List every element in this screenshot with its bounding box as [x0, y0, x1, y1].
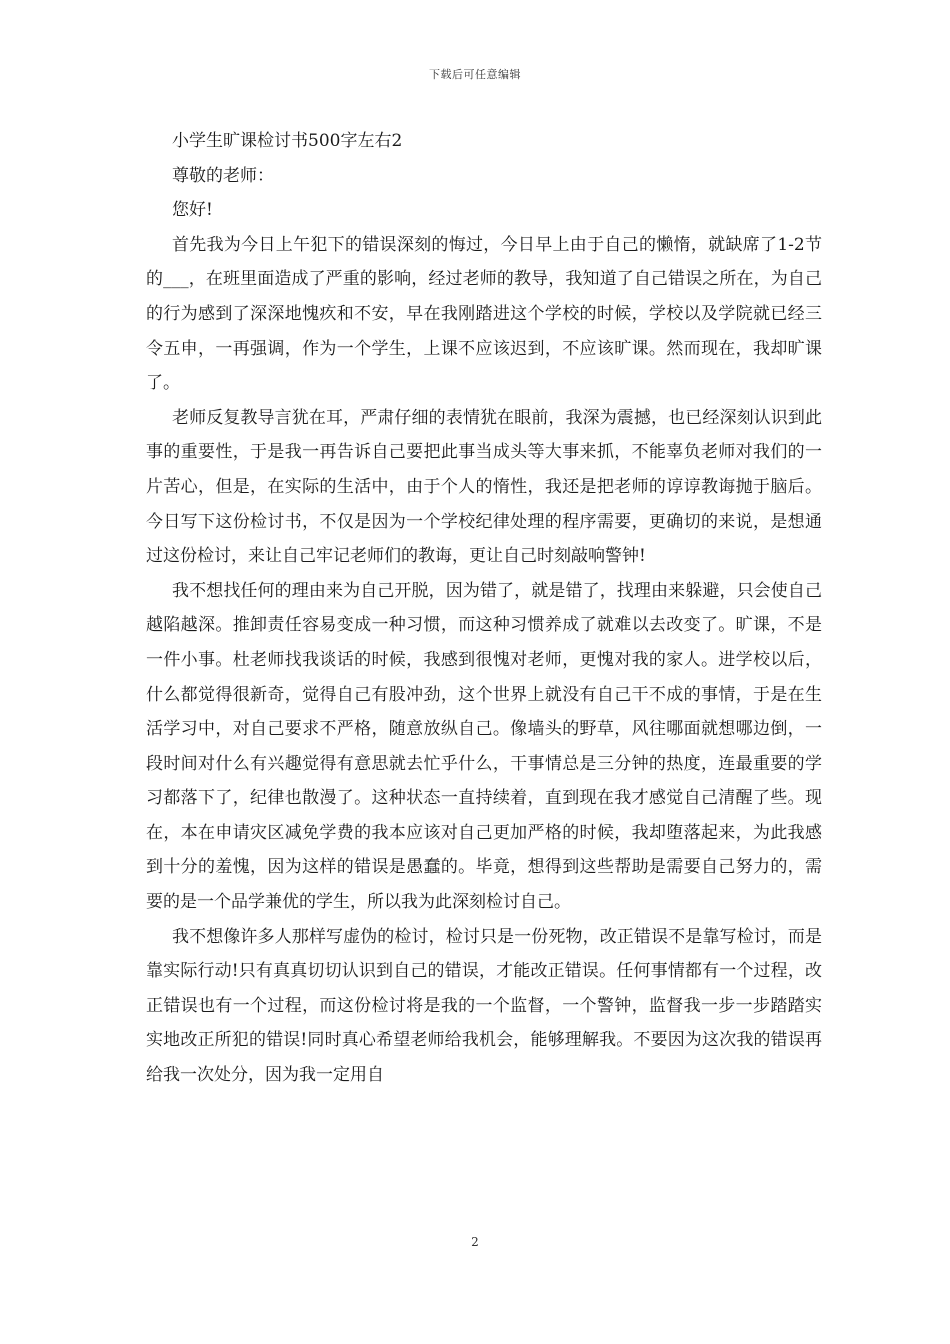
document-body	[146, 124, 822, 1093]
page-header: 下载后可任意编辑	[429, 68, 521, 81]
document-title: 小学生旷课检讨书500字左右2	[172, 131, 403, 151]
paragraph-1: 首先我为今日上午犯下的错误深刻的悔过，今日早上由于自己的懒惰，就缺席了1-2节的___，在班里面造成了严重的影响，经过老师的教导，我知道了自己错误之所在，为自己的行为感到了深深地愧疚和不安，早在我刚踏进这个学校的时候，学校以及学院就已经三令五申，一再强调，作为一个学生，上课不应该迟到，不应该旷课。然而现在，我却旷课了。	[146, 234, 822, 394]
paragraph-2: 老师反复教导言犹在耳，严肃仔细的表情犹在眼前，我深为震撼，也已经深刻认识到此事的重要性，于是我一再告诉自己要把此事当成头等大事来抓，不能辜负老师对我们的一片苦心，但是，在实际的生活中，由于个人的惰性，我还是把老师的谆谆教诲抛于脑后。今日写下这份检讨书，不仅是因为一个学校纪律处理的程序需要，更确切的来说，是想通过这份检讨，来让自己牢记老师们的教诲，更让自己时刻敲响警钟!	[146, 407, 822, 567]
salutation: 尊敬的老师：	[172, 165, 274, 186]
greeting: 您好!	[172, 200, 213, 221]
paragraph-4: 我不想像许多人那样写虚伪的检讨，检讨只是一份死物，改正错误不是靠写检讨，而是靠实际行动!只有真真切切认识到自己的错误，才能改正错误。任何事情都有一个过程，改正错误也有一个过程，而这份检讨将是我的一个监督，一个警钟，监督我一步一步踏踏实实地改正所犯的错误!同时真心希望老师给我机会，能够理解我。不要因为这次我的错误再给我一次处分，因为我一定用自	[146, 926, 822, 1086]
paragraph-3: 我不想找任何的理由来为自己开脱，因为错了，就是错了，找理由来躲避，只会使自己越陷越深。推卸责任容易变成一种习惯，而这种习惯养成了就难以去改变了。旷课，不是一件小事。杜老师找我谈话的时候，我感到很愧对老师，更愧对我的家人。进学校以后，什么都觉得很新奇，觉得自己有股冲劲，这个世界上就没有自己干不成的事情，于是在生活学习中，对自己要求不严格，随意放纵自己。像墙头的野草，风往哪面就想哪边倒，一段时间对什么有兴趣觉得有意思就去忙乎什么，干事情总是三分钟的热度，连最重要的学习都落下了，纪律也散漫了。这种状态一直持续着，直到现在我才感觉自己清醒了些。现在，本在申请灾区减免学费的我本应该对自己更加严格的时候，我却堕落起来，为此我感到十分的羞愧，因为这样的错误是愚蠢的。毕竟，想得到这些帮助是需要自己努力的，需要的是一个品学兼优的学生，所以我为此深刻检讨自己。	[146, 580, 822, 913]
page-number: 2	[471, 1235, 479, 1249]
